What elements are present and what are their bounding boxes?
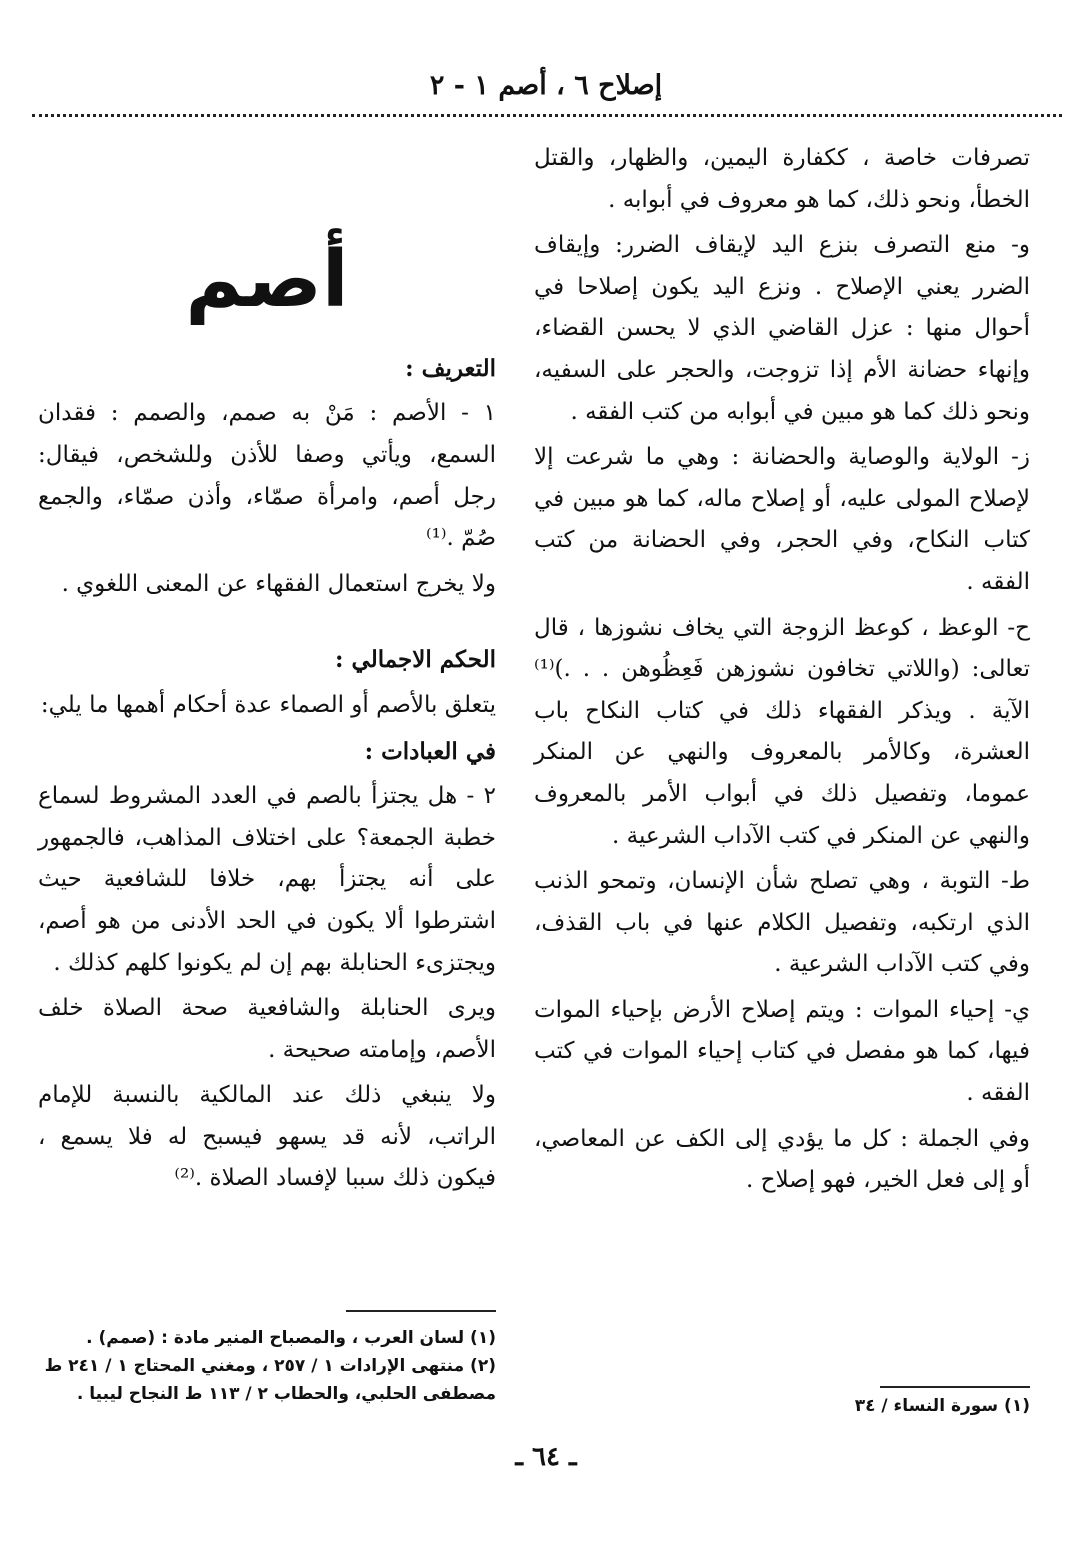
definition-heading: التعريف : <box>405 354 496 382</box>
ruling-heading: الحكم الاجمالي : <box>335 646 496 674</box>
right-column <box>534 138 1030 1202</box>
paragraph-waw-man-altasarruf: و- منع التصرف بنزع اليد لإيقاف الضرر: وإيقاف الضرر يعني الإصلاح . ونزع اليد يكون إصلاحا في أحوال منها : عزل القاضي الذي لا يحسن القضاء، وإنهاء حضانة الأم إذا تزوجت، والحجر على السفيه، ونحو ذلك كما هو مبين في أبوابه من كتب الفقه . <box>534 232 1030 425</box>
definition-note-paragraph: ولا يخرج استعمال الفقهاء عن المعنى اللغوي . <box>61 570 496 597</box>
worship-paragraph-friday: ٢ - هل يجتزأ بالصم في العدد المشروط لسماع خطبة الجمعة؟ على اختلاف المذاهب، فالجمهور على أنه يجتزأ بهم، خلافا للشافعية حيث اشترطوا ألا يكون في الحد الأدنى من هو أصم، ويجتزىء الحنابلة بهم إن لم يكونوا كلهم كذلك . <box>38 783 496 976</box>
footnote-right-1: (١) سورة النساء / ٣٤ <box>854 1396 1030 1416</box>
page-number: ـ ٦٤ ـ <box>515 1442 577 1472</box>
header-dotted-divider <box>32 114 1062 117</box>
footnotes-left <box>26 1324 496 1408</box>
running-header: إصلاح ٦ ، أصم ١ - ٢ <box>429 70 663 101</box>
footnote-left-2: (٢) منتهى الإرادات ١ / ٢٥٧ ، ومغني المحتاج ١ / ٢٤١ ط مصطفى الحلبي، والحطاب ٢ / ١١٣ ط النجاح ليبيا . <box>44 1356 496 1404</box>
paragraph-ha-alwaz: ح- الوعظ ، كوعظ الزوجة التي يخاف نشوزها ، قال تعالى: (واللاتي تخافون نشوزهن فَعِظُوهن . . .)⁽¹⁾ الآية . ويذكر الفقهاء ذلك في كتاب النكاح باب العشرة، وكالأمر بالمعروف والنهي عن المنكر عموما، وتفصيل ذلك في أبواب الأمر بالمعروف والنهي عن المنكر في كتب الآداب الشرعية . <box>534 614 1030 849</box>
left-column <box>38 138 496 1200</box>
footnotes-right <box>534 1392 1030 1420</box>
footnote-divider-left <box>346 1310 496 1312</box>
paragraph-tasarrufat: تصرفات خاصة ، ككفارة اليمين، والظهار، والقتل الخطأ، ونحو ذلك، كما هو معروف في أبوابه . <box>534 145 1030 213</box>
worship-paragraph-maliki: ولا ينبغي ذلك عند المالكية بالنسبة للإمام الراتب، لأنه قد يسهو فيسبح له فلا يسمع ، فيكون ذلك سببا لإفساد الصلاة .⁽²⁾ <box>38 1082 496 1192</box>
definition-paragraph: ١ - الأصم : مَنْ به صمم، والصمم : فقدان السمع، ويأتي وصفا للأذن وللشخص، فيقال: رجل أصم، وامرأة صمّاء، وأذن صمّاء، والجمع صُمّ .⁽¹⁾ <box>38 400 496 552</box>
paragraph-conclusion: وفي الجملة : كل ما يؤدي إلى الكف عن المعاصي، أو إلى فعل الخير، فهو إصلاح . <box>534 1125 1030 1194</box>
worship-heading: في العبادات : <box>364 737 496 765</box>
footnote-left-1: (١) لسان العرب ، والمصباح المنير مادة : (صمم) . <box>86 1328 496 1348</box>
section-gap <box>38 605 496 639</box>
footnote-divider-right <box>880 1386 1030 1388</box>
paragraph-zay-alwilaya: ز- الولاية والوصاية والحضانة : وهي ما شرعت إلا لإصلاح المولى عليه، أو إصلاح ماله، كما هو مبين في كتاب النكاح، وفي الحجر، وفي الحضانة من كتب الفقه . <box>534 444 1030 595</box>
ruling-intro: يتعلق بالأصم أو الصماء عدة أحكام أهمها ما يلي: <box>40 691 496 718</box>
worship-paragraph-imamate: ويرى الحنابلة والشافعية صحة الصلاة خلف الأصم، وإمامته صحيحة . <box>38 995 496 1063</box>
paragraph-ta-altawba: ط- التوبة ، وهي تصلح شأن الإنسان، وتمحو الذنب الذي ارتكبه، وتفصيل الكلام عنها في باب القذف، وفي كتب الآداب الشرعية . <box>534 868 1030 978</box>
entry-title: أصم <box>185 235 349 325</box>
paragraph-ya-ihya-almawat: ي- إحياء الموات : ويتم إصلاح الأرض بإحياء الموات فيها، كما هو مفصل في كتاب إحياء الموات في كتب الفقه . <box>534 996 1030 1107</box>
